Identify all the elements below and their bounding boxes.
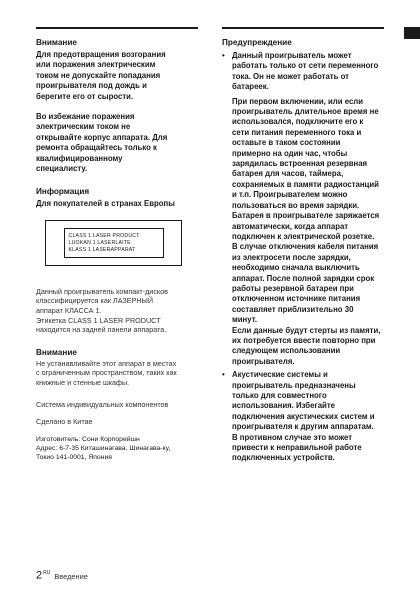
laser-label-line: CLASS 1 LASER PRODUCT: [68, 232, 140, 239]
made-in-text: Сделано в Китае: [36, 417, 93, 427]
manufacturer-text: Изготовитель: Сони Корпорейшн Адрес: 6-7-35 Киташинагава, Шинагава-ку, Токио 141-0001, Япония: [36, 435, 171, 462]
warning-rain-text: Для предотвращения возгорания или поражения электрическим током не допускайте попадания проигрывателя под дождь и берегите его от сырости.: [36, 50, 166, 101]
laser-label-line: KLASS 1 LASERAPPARAT: [68, 247, 136, 254]
page-number: [36, 567, 50, 582]
precaution-lead: Акустические системы и проигрыватель предназначены только для совместного использования. Избегайте подключения акустических систем и проигрывателя к другим аппаратам. В противном случае это может привести к неправильной работе подключенных устройств.: [232, 370, 375, 463]
laser-label-inner: [64, 228, 164, 258]
warning-heading: Внимание: [36, 38, 77, 47]
laser-label-line: LUOKAN 1 LASERLAITE: [68, 240, 131, 247]
caution-text: Не устанавливайте этот аппарат в местах с ограниченным пространством, таких как книжные и стенные шкафы.: [36, 358, 177, 388]
system-text: Система индивидуальных компонентов: [36, 399, 169, 409]
section-name: Введение: [54, 571, 88, 581]
info-europe-text: Для покупателей в странах Европы: [36, 199, 175, 209]
right-column: [222, 37, 392, 464]
warning-shock-text: Во избежание поражения электрическим током не открывайте корпус аппарата. Для ремонта обращайтесь только к квалифицированному специалисту.: [36, 112, 168, 174]
page-language-code: RU: [43, 570, 51, 576]
bullet-icon: •: [222, 370, 225, 380]
precaution-heading: Предупреждение: [222, 38, 292, 47]
precaution-item: [222, 370, 392, 464]
precaution-item: [222, 51, 392, 367]
right-column-top-rule: [222, 27, 384, 29]
caution-heading: Внимание: [36, 347, 77, 357]
left-column: [36, 37, 212, 462]
precaution-lead: Данный проигрыватель может работать только от сети переменного тока. Он не может работать от батареек.: [232, 51, 379, 92]
section-tab-marker: [404, 27, 420, 39]
page-footer: [36, 567, 88, 582]
precaution-item-body: [232, 370, 392, 464]
precaution-detail: При первом включении, или если проигрыватель длительное время не использовался, подключите его к сети питания переменного тока и оставьте в таком состоянии примерно на один час, чтобы зарядилась встроенная резервная батарея для часов, таймера, сохраняемых в памяти радиостанций и т.п. Проигрывателем можно пользоваться во время зарядки. Батарея в проигрывателе заряжается автоматически, когда аппарат подключен к электрической розетке. В случае отключения кабеля питания из электросети после зарядки, необходимо сначала выключить аппарат. После полной зарядки срок работы резервной батареи при отключенном источнике питания составляет приблизительно 30 минут. Если данные будут стерты из памяти, их потребуется ввести повторно при следующем использовании проигрывателя.: [232, 96, 381, 366]
laser-class-text: Данный проигрыватель компакт-дисков классифицируется как ЛАЗЕРНЫЙ аппарат КЛАССА 1. Этикетка CLASS 1 LASER PRODUCT находится на задней панели аппарата.: [36, 286, 168, 335]
bullet-icon: •: [222, 51, 225, 60]
info-heading: Информация: [36, 187, 90, 197]
laser-product-label: [45, 220, 182, 266]
left-column-top-rule: [36, 27, 198, 29]
precaution-item-body: [232, 51, 392, 367]
page-number-value: 2: [36, 569, 43, 582]
